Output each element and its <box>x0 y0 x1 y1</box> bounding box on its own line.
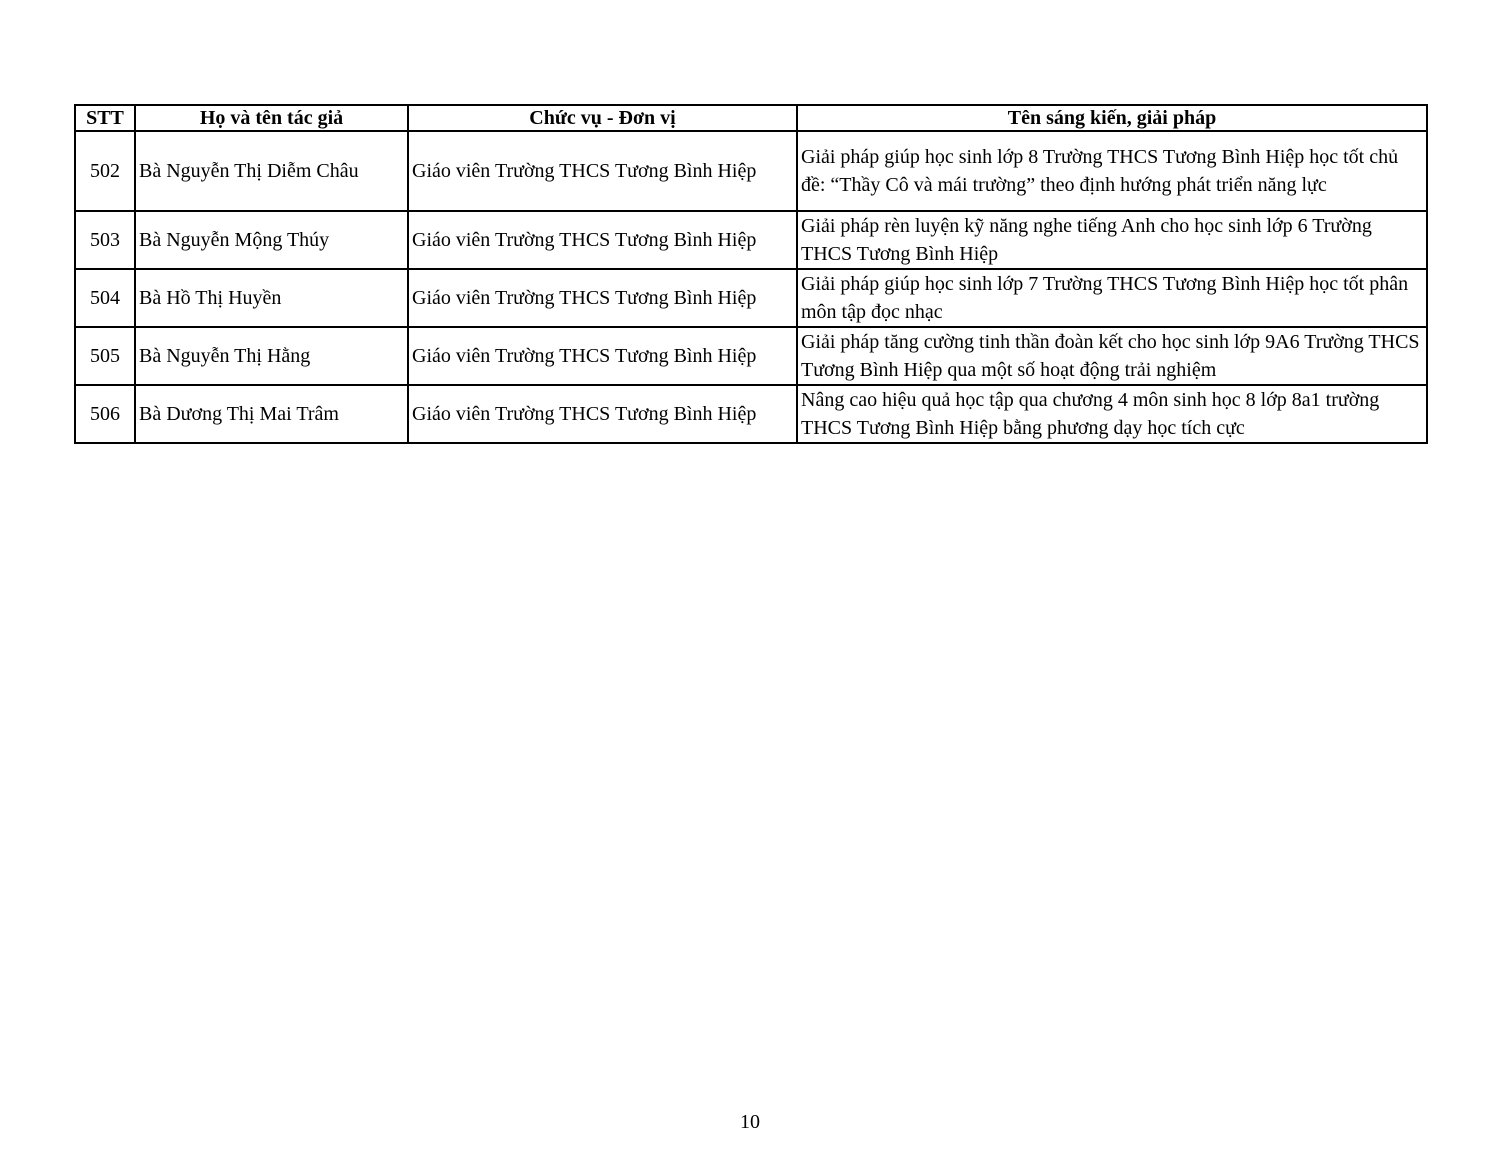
table-row <box>75 211 1427 269</box>
header-initiative-title: Tên sáng kiến, giải pháp <box>797 105 1427 131</box>
table-row <box>75 131 1427 211</box>
cell-stt: 506 <box>75 385 135 443</box>
cell-author-name: Bà Dương Thị Mai Trâm <box>135 385 408 443</box>
cell-author-name: Bà Nguyễn Mộng Thúy <box>135 211 408 269</box>
cell-initiative-title: Nâng cao hiệu quả học tập qua chương 4 môn sinh học 8 lớp 8a1 trường THCS Tương Bình Hiệp bằng phương dạy học tích cực <box>797 385 1427 443</box>
cell-author-name: Bà Nguyễn Thị Hằng <box>135 327 408 385</box>
cell-initiative-title: Giải pháp tăng cường tinh thần đoàn kết cho học sinh lớp 9A6 Trường THCS Tương Bình Hiệp qua một số hoạt động trải nghiệm <box>797 327 1427 385</box>
cell-position-unit: Giáo viên Trường THCS Tương Bình Hiệp <box>408 131 797 211</box>
header-stt: STT <box>75 105 135 131</box>
table-row <box>75 385 1427 443</box>
page-number: 10 <box>740 1111 760 1133</box>
header-position-unit: Chức vụ - Đơn vị <box>408 105 797 131</box>
initiatives-table <box>74 104 1428 444</box>
cell-position-unit: Giáo viên Trường THCS Tương Bình Hiệp <box>408 269 797 327</box>
cell-stt: 504 <box>75 269 135 327</box>
cell-initiative-title: Giải pháp rèn luyện kỹ năng nghe tiếng Anh cho học sinh lớp 6 Trường THCS Tương Bình Hiệp <box>797 211 1427 269</box>
cell-stt: 505 <box>75 327 135 385</box>
cell-author-name: Bà Hồ Thị Huyền <box>135 269 408 327</box>
header-author-name: Họ và tên tác giả <box>135 105 408 131</box>
cell-stt: 502 <box>75 131 135 211</box>
cell-position-unit: Giáo viên Trường THCS Tương Bình Hiệp <box>408 327 797 385</box>
table-header-row <box>75 105 1427 131</box>
table-row <box>75 327 1427 385</box>
table-row <box>75 269 1427 327</box>
cell-initiative-title: Giải pháp giúp học sinh lớp 8 Trường THCS Tương Bình Hiệp học tốt chủ đề: “Thầy Cô và mái trường” theo định hướng phát triển năng lực <box>797 131 1427 211</box>
cell-stt: 503 <box>75 211 135 269</box>
cell-initiative-title: Giải pháp giúp học sinh lớp 7 Trường THCS Tương Bình Hiệp học tốt phân môn tập đọc nhạc <box>797 269 1427 327</box>
cell-position-unit: Giáo viên Trường THCS Tương Bình Hiệp <box>408 385 797 443</box>
cell-position-unit: Giáo viên Trường THCS Tương Bình Hiệp <box>408 211 797 269</box>
cell-author-name: Bà Nguyễn Thị Diễm Châu <box>135 131 408 211</box>
